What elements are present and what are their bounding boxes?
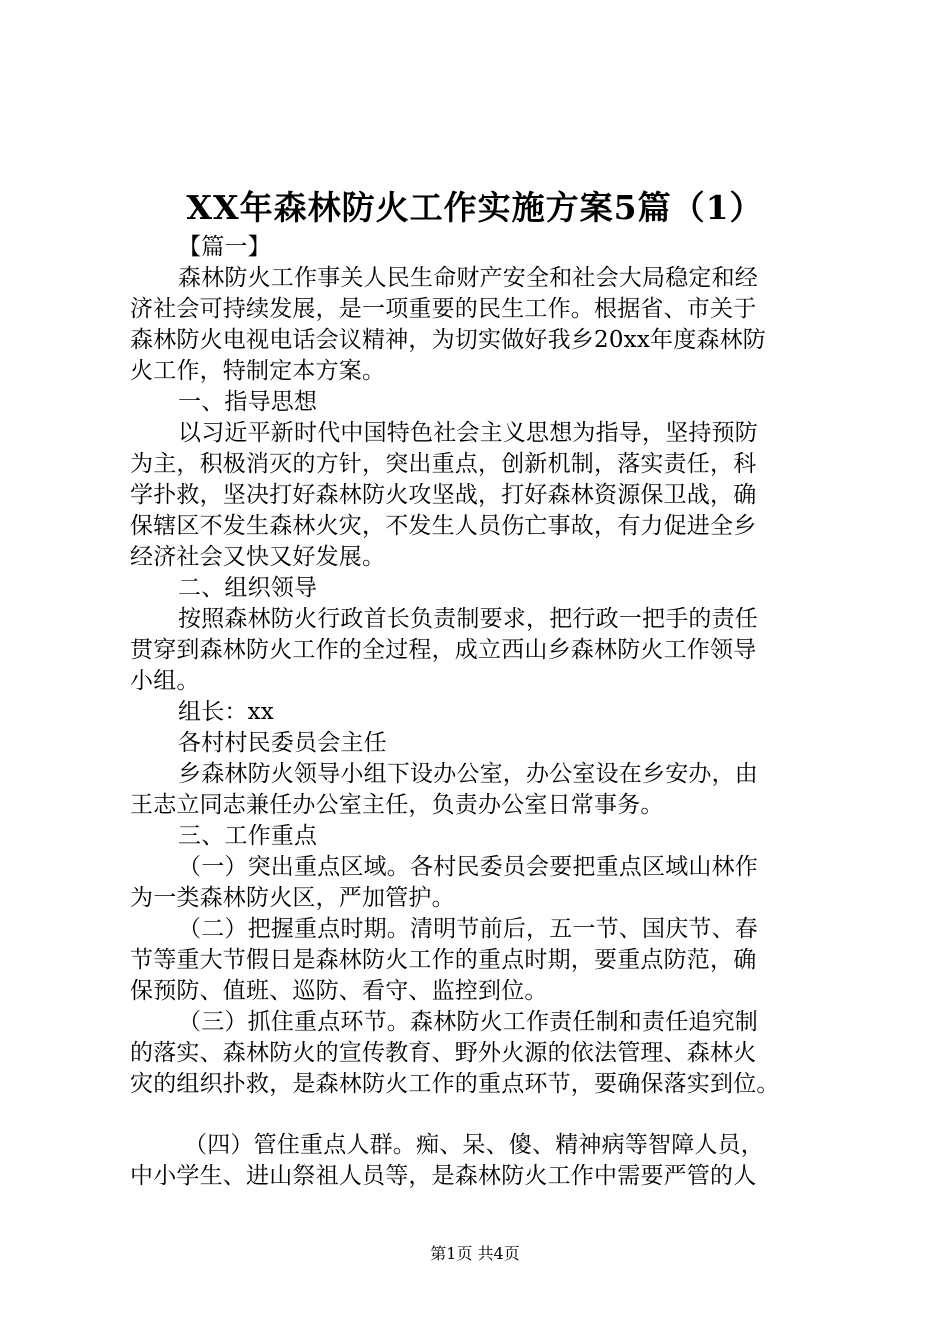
paragraph-line: 学扑救，坚决打好森林防火攻坚战，打好森林资源保卫战，确 — [130, 482, 757, 508]
paragraph-line: 经济社会又快又好发展。 — [130, 544, 386, 570]
document-body — [130, 232, 830, 1192]
paragraph-line: 为主，积极消灭的方针，突出重点，创新机制，落实责任，科 — [130, 451, 757, 477]
paragraph-line: 小组。 — [130, 668, 200, 694]
section-heading: 【篇一】 — [178, 234, 271, 260]
paragraph-line: 灾的组织扑救，是森林防火工作的重点环节，要确保落实到位。 — [130, 1071, 780, 1097]
paragraph-line: （三）抓住重点环节。森林防火工作责任制和责任追究制 — [178, 1009, 758, 1035]
paragraph-line: （一）突出重点区域。各村民委员会要把重点区域山林作 — [178, 854, 758, 880]
paragraph-line: 保辖区不发生森林火灾，不发生人员伤亡事故，有力促进全乡 — [130, 513, 757, 539]
paragraph-line: 各村村民委员会主任 — [178, 730, 387, 756]
paragraph-gap — [130, 1100, 830, 1130]
paragraph-line: 节等重大节假日是森林防火工作的重点时期，要重点防范，确 — [130, 947, 757, 973]
paragraph-line: （二）把握重点时期。清明节前后，五一节、国庆节、春 — [178, 916, 758, 942]
paragraph-line: （四）管住重点人群。痴、呆、傻、精神病等智障人员， — [184, 1132, 764, 1158]
paragraph-line: 以习近平新时代中国特色社会主义思想为指导，坚持预防 — [178, 420, 758, 446]
paragraph-line: 贯穿到森林防火工作的全过程，成立西山乡森林防火工作领导 — [130, 637, 757, 663]
paragraph-line: 森林防火电视电话会议精神，为切实做好我乡20xx年度森林防 — [130, 327, 767, 353]
paragraph-line: 保预防、值班、巡防、看守、监控到位。 — [130, 978, 548, 1004]
paragraph-line: 组长：xx — [178, 699, 274, 725]
document-title: XX年森林防火工作实施方案5篇（1） — [186, 188, 764, 227]
paragraph-line: 济社会可持续发展，是一项重要的民生工作。根据省、市关于 — [130, 296, 757, 322]
paragraph-line: 按照森林防火行政首长负责制要求，把行政一把手的责任 — [178, 606, 758, 632]
section-heading: 一、指导思想 — [178, 389, 318, 415]
paragraph-line: 乡森林防火领导小组下设办公室，办公室设在乡安办，由 — [178, 761, 758, 787]
section-heading: 三、工作重点 — [178, 823, 318, 849]
paragraph-line: 中小学生、进山祭祖人员等，是森林防火工作中需要严管的人 — [130, 1163, 757, 1189]
paragraph-line: 火工作，特制定本方案。 — [130, 358, 386, 384]
paragraph-line: 的落实、森林防火的宣传教育、野外火源的依法管理、森林火 — [130, 1040, 757, 1066]
paragraph-line: 王志立同志兼任办公室主任，负责办公室日常事务。 — [130, 792, 664, 818]
page-number-footer: 第1页 共4页 — [430, 1244, 520, 1263]
paragraph-line: 为一类森林防火区，严加管护。 — [130, 885, 455, 911]
section-heading: 二、组织领导 — [178, 575, 318, 601]
paragraph-line: 森林防火工作事关人民生命财产安全和社会大局稳定和经 — [178, 265, 758, 291]
